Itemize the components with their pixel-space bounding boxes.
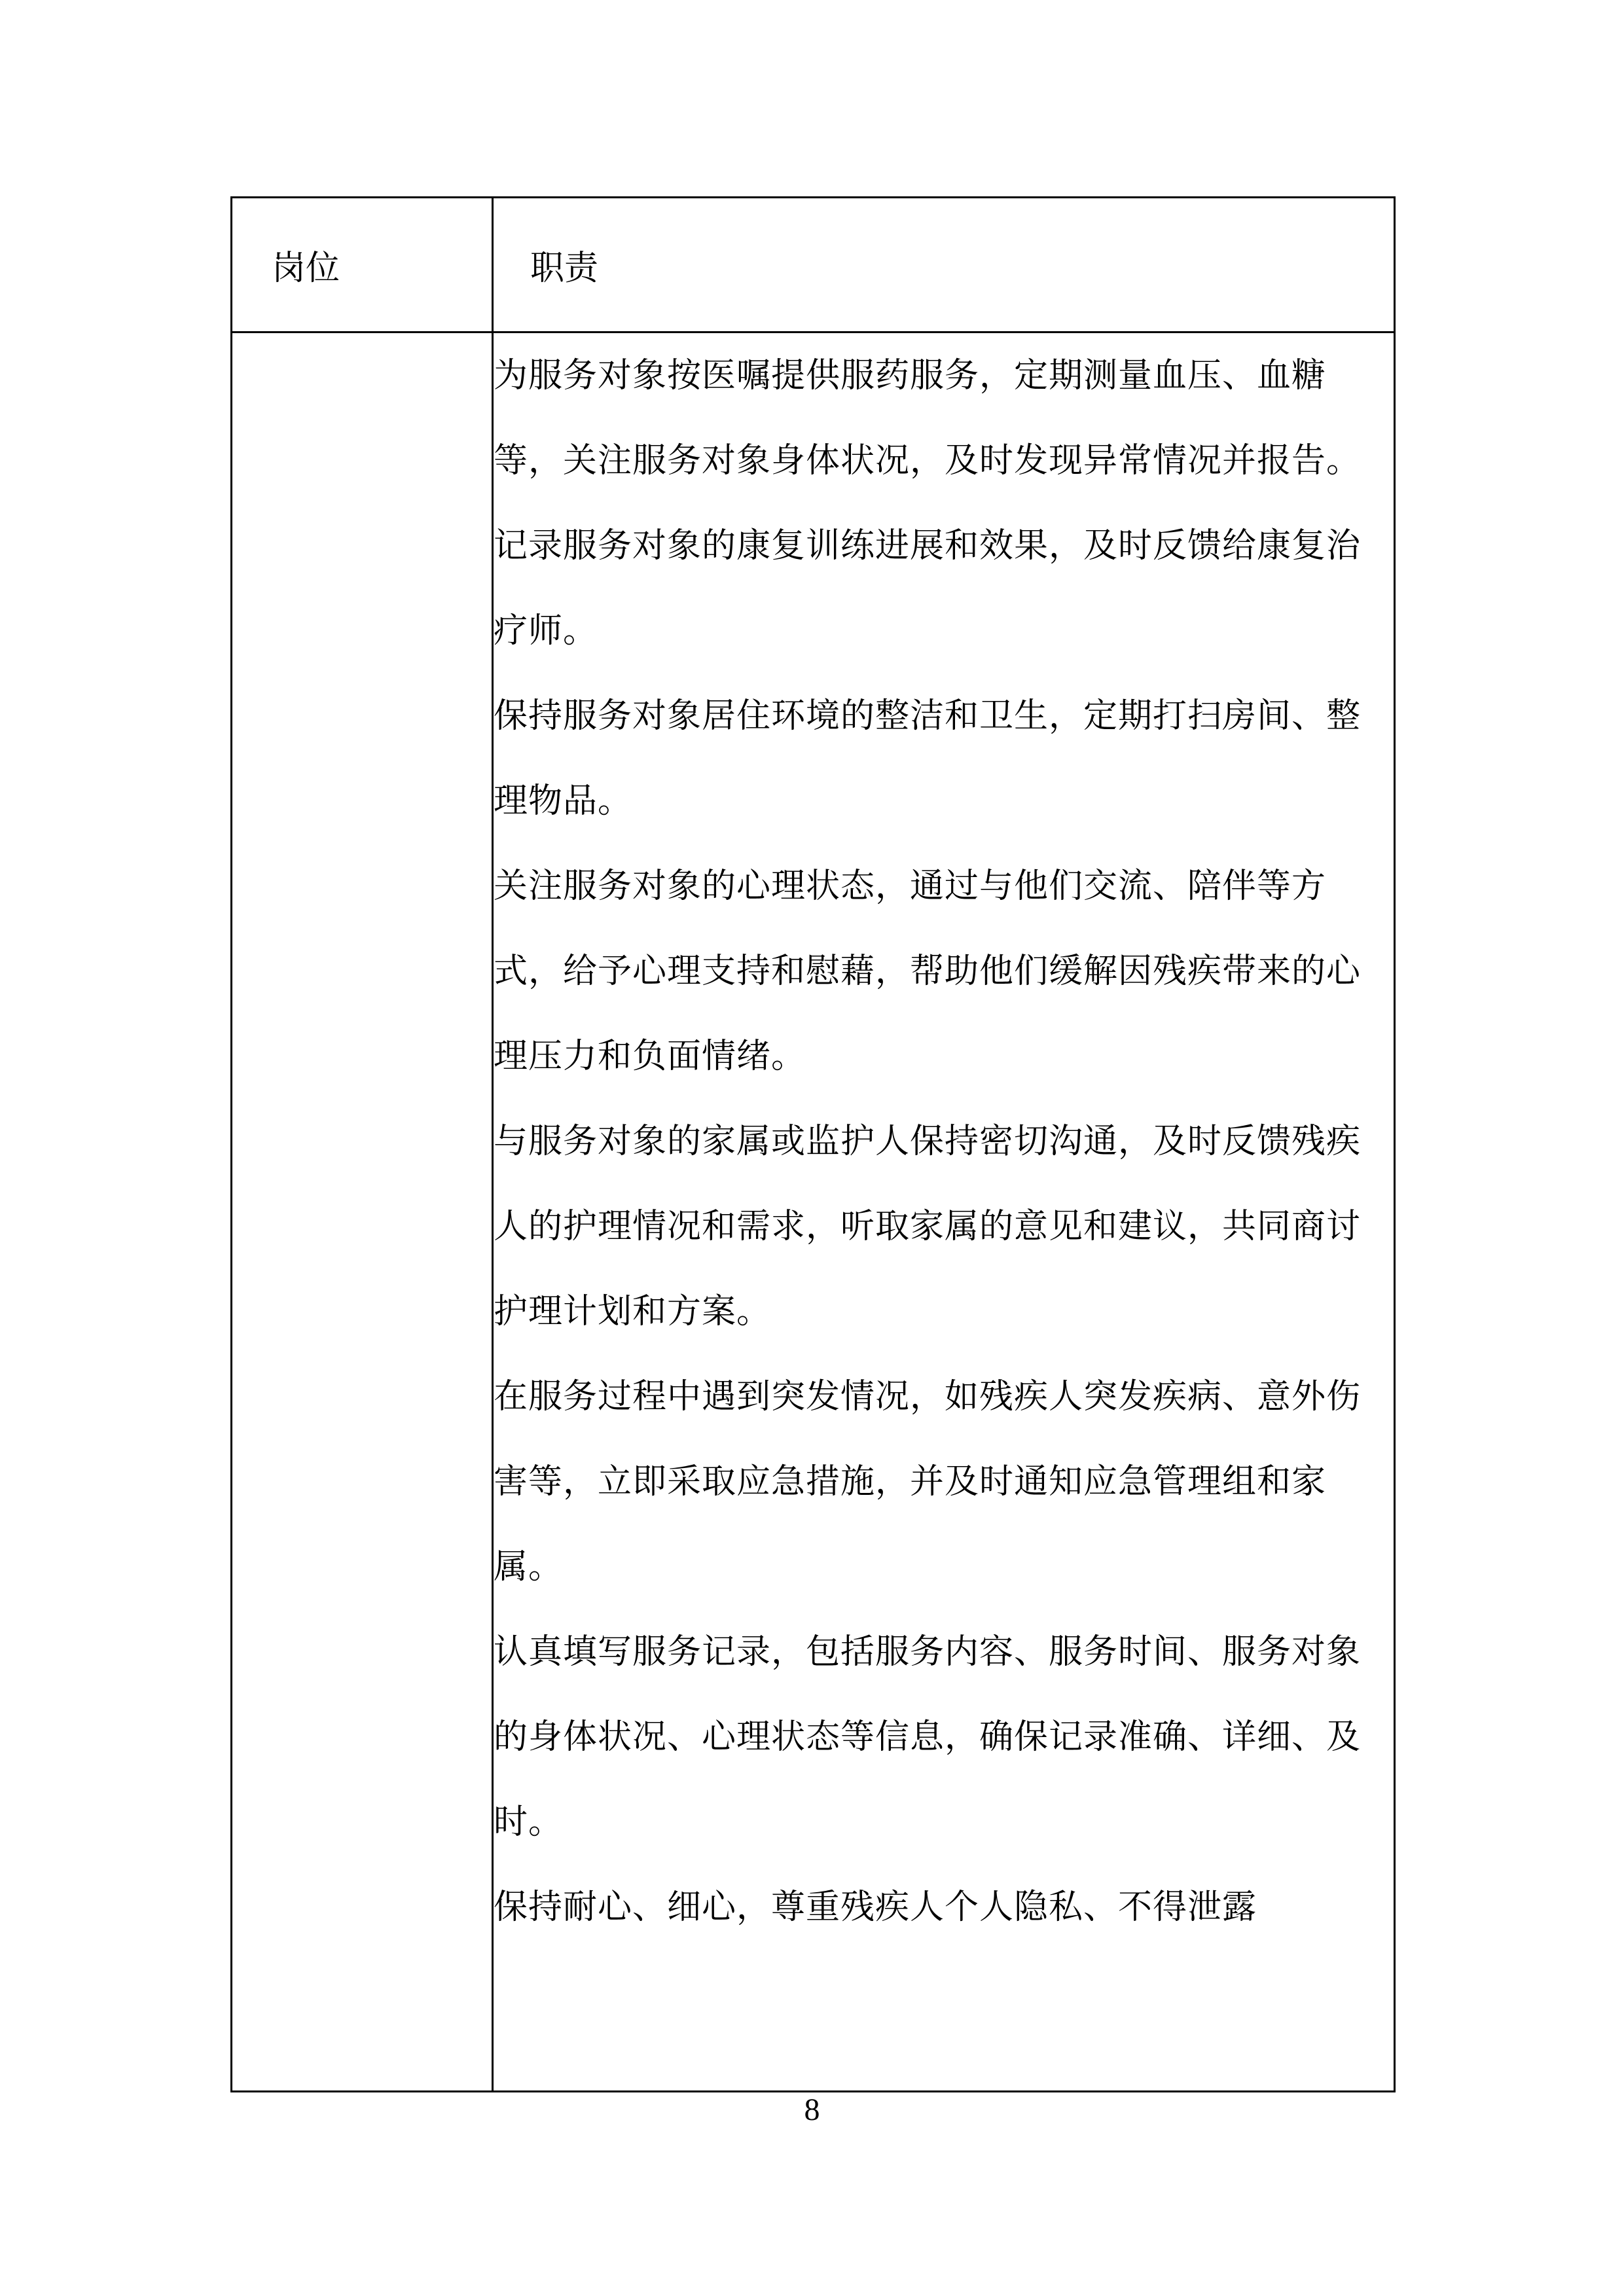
duty-paragraph: 为服务对象按医嘱提供服药服务，定期测量血压、血糖等，关注服务对象身体状况，及时发现异常情况并报告。 (494, 356, 1362, 480)
table-header-row (232, 198, 1395, 332)
cell-duty (493, 332, 1395, 2092)
page-number: 8 (804, 2092, 820, 2127)
duty-table (230, 196, 1396, 2092)
header-post-label: 岗位 (272, 249, 340, 288)
duty-paragraph: 与服务对象的家属或监护人保持密切沟通，及时反馈残疾人的护理情况和需求，听取家属的意见和建议，共同商讨护理计划和方案。 (494, 1122, 1362, 1331)
duty-paragraph: 在服务过程中遇到突发情况，如残疾人突发疾病、意外伤害等，立即采取应急措施，并及时通知应急管理组和家属。 (494, 1377, 1362, 1587)
duty-paragraph: 保持耐心、细心，尊重残疾人个人隐私、不得泄露 (494, 1888, 1257, 1927)
duty-paragraph: 保持服务对象居住环境的整洁和卫生，定期打扫房间、整理物品。 (494, 696, 1362, 821)
duty-paragraph: 认真填写服务记录，包括服务内容、服务时间、服务对象的身体状况、心理状态等信息，确保记录准确、详细、及时。 (494, 1632, 1362, 1842)
header-duty (493, 198, 1395, 332)
duty-paragraph: 记录服务对象的康复训练进展和效果，及时反馈给康复治疗师。 (494, 526, 1362, 651)
header-duty-label: 职责 (530, 249, 599, 288)
duty-paragraph: 关注服务对象的心理状态，通过与他们交流、陪伴等方式，给予心理支持和慰藉，帮助他们缓解因残疾带来的心理压力和负面情绪。 (494, 867, 1362, 1076)
header-post (232, 198, 493, 332)
table-row (232, 332, 1395, 2092)
cell-post (232, 332, 493, 2092)
